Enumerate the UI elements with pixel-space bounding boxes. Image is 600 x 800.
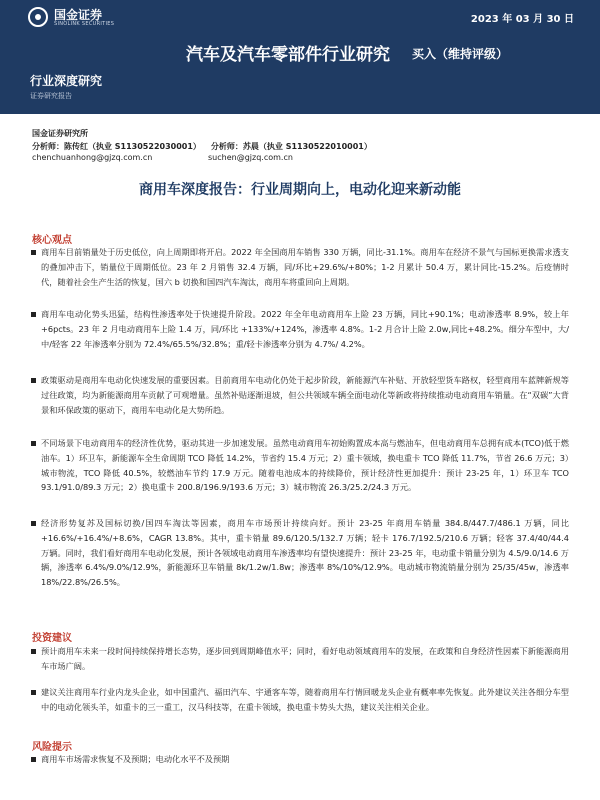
- logo-name-cn: 国金证券: [54, 8, 103, 22]
- report-header: [0, 0, 600, 114]
- bullet-icon: [31, 757, 36, 762]
- analyst-line: [32, 141, 372, 152]
- email-line: [32, 153, 293, 162]
- bullet-icon: [31, 378, 36, 383]
- bullet-icon: [31, 441, 36, 446]
- report-type: 行业深度研究: [30, 74, 103, 88]
- main-title: 商用车深度报告：行业周期向上，电动化迎来新动能: [139, 182, 461, 198]
- logo-name-en: SINOLINK SECURITIES: [54, 21, 115, 27]
- core-bullet: [31, 436, 569, 495]
- risk-bullet-text: 商用车市场需求恢复不及预期；电动化水平不及预期: [41, 754, 230, 764]
- bullet-icon: [31, 312, 36, 317]
- core-bullet-text: 商用车目前销量处于历史低位，向上周期即将开启。2022 年全国商用车销售 330 万辆，同比-31.1%。商用车在经济不景气与国标更换需求透支的叠加冲击下，销量位于周期低位。23 年 2 月销售 32.4 万辆，同/环比+29.6%/+80%；1-2 月累计 50.4 万，累计同比-15.2%。后疫情时代，随着社会生产生活的恢复，国六 b 切换和国四汽车淘汰，商用车将重回向上周期。: [41, 247, 569, 287]
- risk-bullet: [31, 752, 569, 767]
- bullet-icon: [31, 690, 36, 695]
- core-bullet-text: 商用车电动化势头迅猛，结构性渗透率处于快速提升阶段。2022 年全年电动商用车上险 23 万辆，同比+90.1%；电动渗透率 8.9%，较上年+6pcts。23 年 2 月电动商用车上险 1.4 万，同/环比 +133%/+124%，渗透率 4.8%。1-2 月合计上险 2.0w,同比+48.2%。细分车型中，大/中/轻客 22 年渗透率分别为 72.4%/65.5%/32.8%；重/轻卡渗透率分别为 4.7%/ 4.2%。: [41, 309, 569, 349]
- email-1[interactable]: chenchuanhong@gjzq.com.cn: [32, 153, 153, 162]
- analyst-1: 分析师：陈传红（执业 S1130522030001）: [32, 142, 201, 151]
- core-bullet: [31, 516, 569, 590]
- logo-circle-icon: [28, 7, 48, 27]
- rating-label: 买入（维持评级）: [412, 47, 509, 61]
- core-bullet: [31, 307, 569, 351]
- email-2[interactable]: suchen@gjzq.com.cn: [208, 153, 293, 162]
- core-bullet-text: 不同场景下电动商用车的经济性优势，驱动其进一步加速发展。虽然电动商用车初始购置成本高与燃油车，但电动商用车总拥有成本(TCO)低于燃油车。1）环卫车，新能源车全生命周期 TCO 降低 14.2%，节省约 15.4 万元；2）重卡领域，换电重卡 TCO 降低 11.7%，节省 26.6 万元；3）城市物流，TCO 降低 40.5%，较燃油车节约 17.9 万元。随着电池成本的持续降价，预计经济性更加提升：预计 23-25 年，1）环卫车 TCO 93.1/91.0/89.3 万元；2）换电重卡 200.8/196.9/193.6 万元；3）城市物流 26.3/25.2/24.3 万元。: [41, 438, 569, 493]
- core-bullet-text: 政策驱动是商用车电动化快速发展的重要因素。目前商用车电动化仍处于起步阶段，新能源汽车补贴、开放轻型货车路权，轻型商用车蓝牌新规等过往政策，均为新能源商用车贡献了可观增量。虽然补贴逐渐退坡，但公共领域车辆全面电动化等新政将持续推动电动商用车销量。在“双碳”大背景和环保政策的驱动下，商用车电动化是大势所趋。: [41, 375, 569, 415]
- investment-advice-heading: 投资建议: [32, 633, 72, 644]
- institute-name: 国金证券研究所: [32, 129, 88, 138]
- invest-bullet: [31, 685, 569, 715]
- bullet-icon: [31, 649, 36, 654]
- report-date: 2023 年 03 月 30 日: [470, 14, 574, 25]
- invest-bullet-text: 建议关注商用车行业内龙头企业，如中国重汽、福田汽车、宇通客车等，随着商用车行情回暖龙头企业有概率率先恢复。此外建议关注各细分车型中的电动化领头羊，如重卡的三一重工，汉马科技等，在重卡领域，换电重卡势头大热，建议关注相关企业。: [41, 687, 569, 712]
- core-bullet: [31, 245, 569, 289]
- company-logo: [28, 6, 138, 32]
- invest-bullet: [31, 644, 569, 674]
- core-bullet-text: 经济形势复苏及国标切换/国四车淘汰等因素，商用车市场预计持续向好。预计 23-25 年商用车销量 384.8/447.7/486.1 万辆，同比+16.6%/+16.4%/+8.6%，CAGR 13.8%。其中，重卡销量 89.6/120.5/132.7 万辆；轻卡 176.7/192.5/210.6 万辆；轻客 37.4/40/44.4 万辆。同时，我们看好商用车电动化发展，预计各领域电动商用车渗透率均有望快速提升：预计 23-25 年，电动重卡销量分别为 4.5/9.0/14.6 万辆，渗透率 6.4%/9.0%/12.9%，新能源环卫车销量 8k/1.2w/1.8w；渗透率 8%/10%/12.9%。电动城市物流销量分别为 25/35/45w，渗透率 18%/22.8%/26.5%。: [41, 518, 569, 588]
- report-industry-title: 汽车及汽车零部件行业研究: [186, 45, 390, 65]
- core-views-heading: 核心观点: [32, 235, 72, 246]
- report-subtype: 证券研究报告: [30, 92, 72, 100]
- invest-bullet-text: 预计商用车未来一段时间持续保持增长态势，逐步回到周期峰值水平；同时，看好电动领域商用车的发展，在政策和自身经济性因素下新能源商用车市场广阔。: [41, 646, 569, 671]
- risk-heading: 风险提示: [32, 742, 72, 753]
- core-bullet: [31, 373, 569, 417]
- bullet-icon: [31, 250, 36, 255]
- analyst-2: 分析师：苏晨（执业 S1130522010001）: [210, 142, 372, 151]
- bullet-icon: [31, 521, 36, 526]
